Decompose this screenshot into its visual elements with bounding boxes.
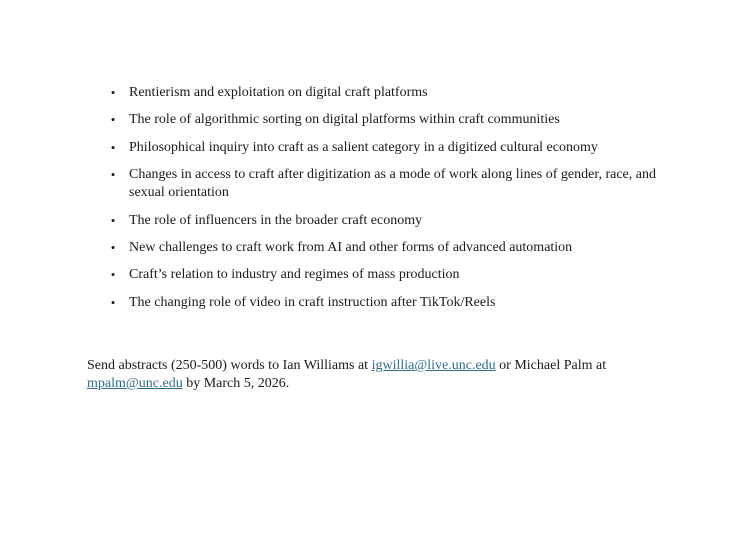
bullet-icon: • (110, 139, 116, 155)
topics-list (110, 84, 659, 321)
list-item (110, 294, 659, 312)
bullet-icon: • (110, 85, 116, 100)
list-item (110, 84, 659, 102)
list-item (110, 139, 659, 157)
submission-text-before: Send abstracts (250-500) words to Ian Williams at (87, 358, 372, 373)
list-item-text: Philosophical inquiry into craft as a salient category in a digitized cultural economy (129, 139, 598, 155)
list-item (110, 212, 659, 230)
email-link-michael-palm[interactable]: mpalm@unc.edu (87, 376, 183, 391)
submission-paragraph (87, 357, 647, 393)
list-item-text: The role of algorithmic sorting on digital platforms within craft communities (129, 112, 560, 128)
bullet-icon: • (110, 112, 116, 128)
bullet-icon: • (110, 212, 116, 228)
bullet-icon: • (110, 294, 116, 310)
list-item-text: The role of influencers in the broader craft economy (129, 212, 423, 228)
list-item-text: Rentierism and exploitation on digital craft platforms (129, 85, 428, 100)
list-item-text: New challenges to craft work from AI and other forms of advanced automation (129, 239, 573, 255)
email-link-ian-williams[interactable]: igwillia@live.unc.edu (371, 358, 496, 373)
list-item-text: Changes in access to craft after digitization as a mode of work along lines of gender, race, and sexual orientation (129, 167, 656, 201)
submission-text-after: by March 5, 2026. (182, 376, 290, 391)
bullet-icon: • (110, 239, 116, 255)
list-item (110, 166, 659, 202)
list-item (110, 266, 659, 284)
bullet-icon: • (110, 267, 116, 283)
bullet-icon: • (110, 167, 116, 183)
submission-text-middle: or Michael Palm at (495, 358, 607, 373)
list-item-text: The changing role of video in craft instruction after TikTok/Reels (129, 294, 496, 310)
list-item (110, 239, 659, 257)
list-item-text: Craft’s relation to industry and regimes of mass production (129, 267, 460, 283)
list-item (110, 111, 659, 129)
